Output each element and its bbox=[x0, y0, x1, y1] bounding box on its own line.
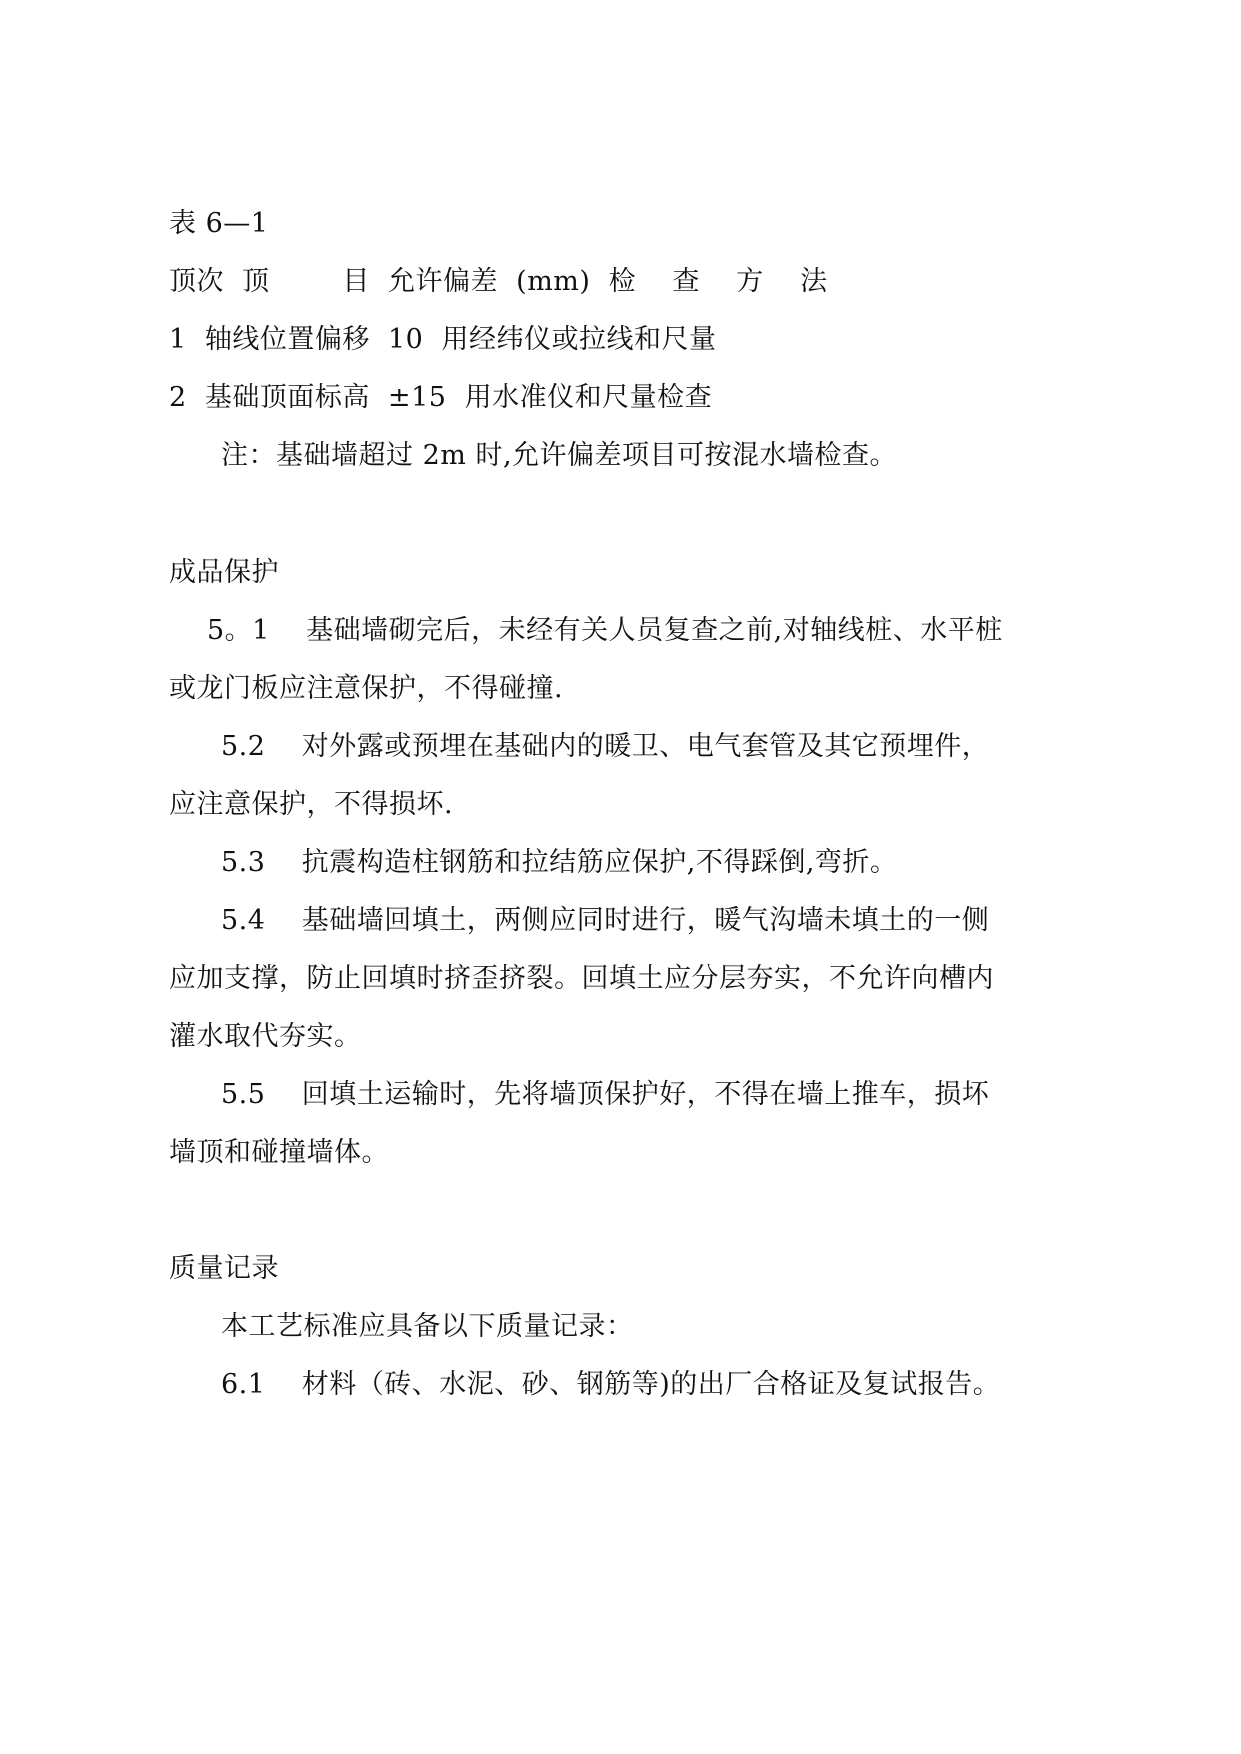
table-caption: 表 6—1 bbox=[169, 208, 269, 239]
protection-item-5-1-line1: 5。1 基础墙砌完后，未经有关人员复查之前,对轴线桩、水平桩 bbox=[207, 615, 1003, 646]
protection-item-5-3: 5.3 抗震构造柱钢筋和拉结筋应保护,不得踩倒,弯折。 bbox=[221, 847, 898, 878]
section-heading-records: 质量记录 bbox=[169, 1253, 279, 1284]
protection-item-5-4-line2: 应加支撑，防止回填时挤歪挤裂。回填土应分层夯实，不允许向槽内 bbox=[169, 963, 994, 994]
table-note: 注：基础墙超过 2m 时,允许偏差项目可按混水墙检查。 bbox=[221, 440, 898, 471]
records-item-6-1: 6.1 材料（砖、水泥、砂、钢筋等)的出厂合格证及复试报告。 bbox=[221, 1369, 1001, 1400]
protection-item-5-4-line1: 5.4 基础墙回填土，两侧应同时进行，暖气沟墙未填土的一侧 bbox=[221, 905, 990, 936]
table-row: 1 轴线位置偏移 10 用经纬仪或拉线和尺量 bbox=[169, 324, 717, 355]
table-row: 2 基础顶面标高 ±15 用水准仪和尺量检查 bbox=[169, 382, 713, 413]
protection-item-5-2-line1: 5.2 对外露或预埋在基础内的暖卫、电气套管及其它预埋件， bbox=[221, 731, 990, 762]
section-heading-protection: 成品保护 bbox=[169, 557, 279, 588]
protection-item-5-2-line2: 应注意保护，不得损坏. bbox=[169, 789, 454, 820]
protection-item-5-1-line2: 或龙门板应注意保护，不得碰撞. bbox=[169, 673, 564, 704]
records-intro: 本工艺标准应具备以下质量记录： bbox=[221, 1311, 634, 1342]
protection-item-5-4-line3: 灌水取代夯实。 bbox=[169, 1021, 362, 1052]
protection-item-5-5-line2: 墙顶和碰撞墙体。 bbox=[169, 1137, 389, 1168]
table-header-row: 顶次 顶 目 允许偏差 (mm) 检 查 方 法 bbox=[169, 266, 828, 297]
protection-item-5-5-line1: 5.5 回填土运输时，先将墙顶保护好，不得在墙上推车，损坏 bbox=[221, 1079, 990, 1110]
